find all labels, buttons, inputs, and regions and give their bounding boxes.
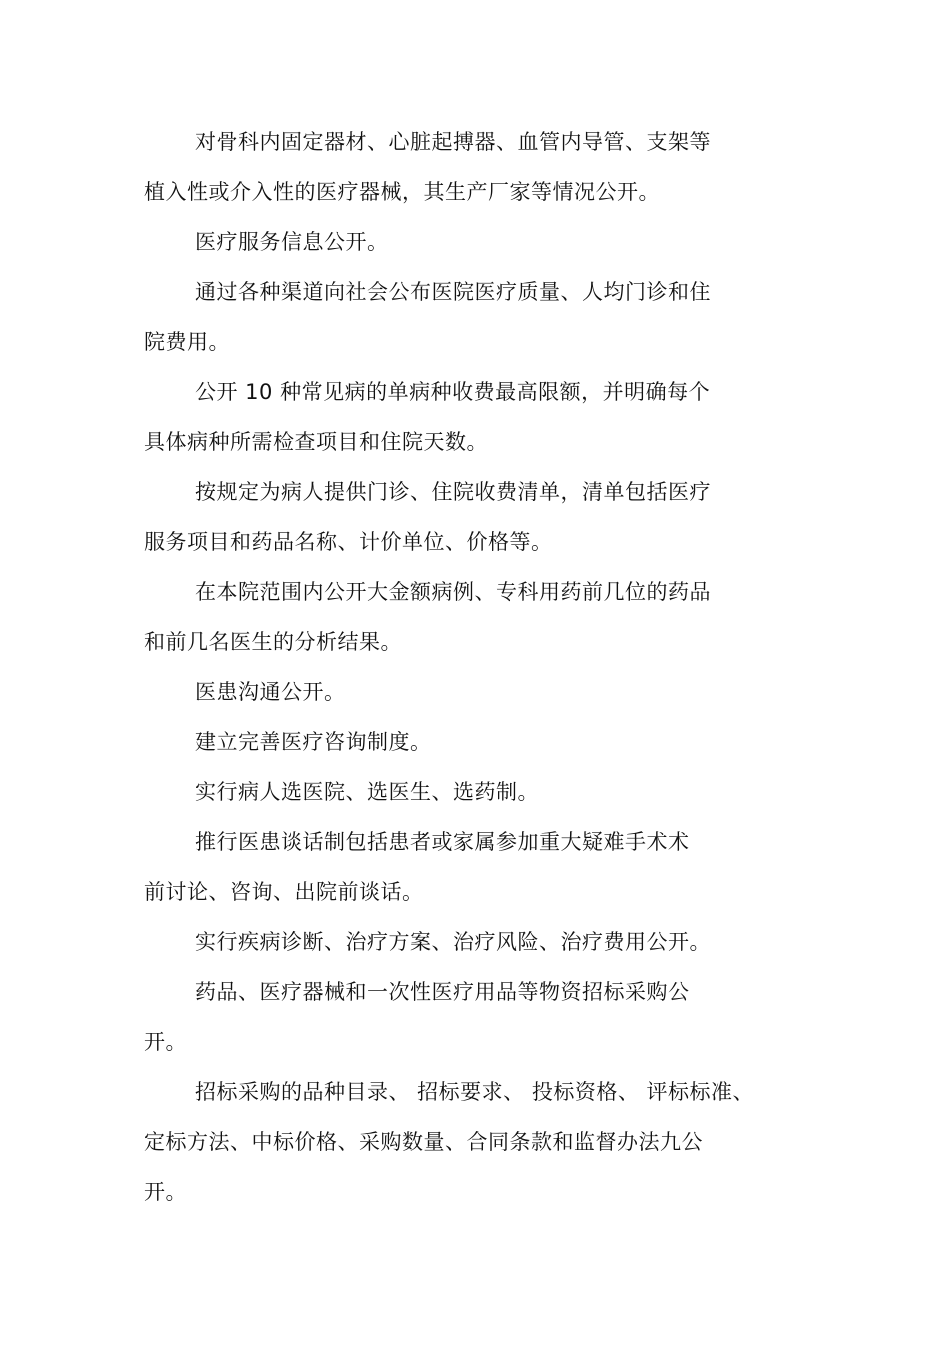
text-line: 开。 — [144, 1030, 187, 1054]
text-line: 具体病种所需检查项目和住院天数。 — [144, 430, 488, 454]
text-line: 前讨论、咨询、出院前谈话。 — [144, 880, 424, 904]
text-line: 招标采购的品种目录、 招标要求、 投标资格、 评标标准、 — [195, 1080, 755, 1104]
text-line: 按规定为病人提供门诊、住院收费清单，清单包括医疗 — [195, 480, 711, 504]
text-line: 药品、医疗器械和一次性医疗用品等物资招标采购公 — [195, 980, 690, 1004]
text-line: 定标方法、中标价格、采购数量、合同条款和监督办法九公 — [144, 1130, 703, 1154]
text-line: 院费用。 — [144, 330, 230, 354]
text-line: 开。 — [144, 1180, 187, 1204]
text-line: 通过各种渠道向社会公布医院医疗质量、人均门诊和住 — [195, 280, 711, 304]
text-line: 推行医患谈话制包括患者或家属参加重大疑难手术术 — [195, 830, 690, 854]
text-line: 对骨科内固定器材、心脏起搏器、血管内导管、支架等 — [195, 130, 711, 154]
text-line: 公开 10 种常见病的单病种收费最高限额，并明确每个 — [195, 380, 711, 404]
text-line: 建立完善医疗咨询制度。 — [195, 730, 432, 754]
text-line: 医疗服务信息公开。 — [195, 230, 389, 254]
text-line: 在本院范围内公开大金额病例、专科用药前几位的药品 — [195, 580, 711, 604]
text-line: 实行疾病诊断、治疗方案、治疗风险、治疗费用公开。 — [195, 930, 711, 954]
text-line: 医患沟通公开。 — [195, 680, 346, 704]
text-line: 服务项目和药品名称、计价单位、价格等。 — [144, 530, 553, 554]
text-line: 实行病人选医院、选医生、选药制。 — [195, 780, 539, 804]
text-line: 和前几名医生的分析结果。 — [144, 630, 402, 654]
text-line: 植入性或介入性的医疗器械，其生产厂家等情况公开。 — [144, 180, 660, 204]
